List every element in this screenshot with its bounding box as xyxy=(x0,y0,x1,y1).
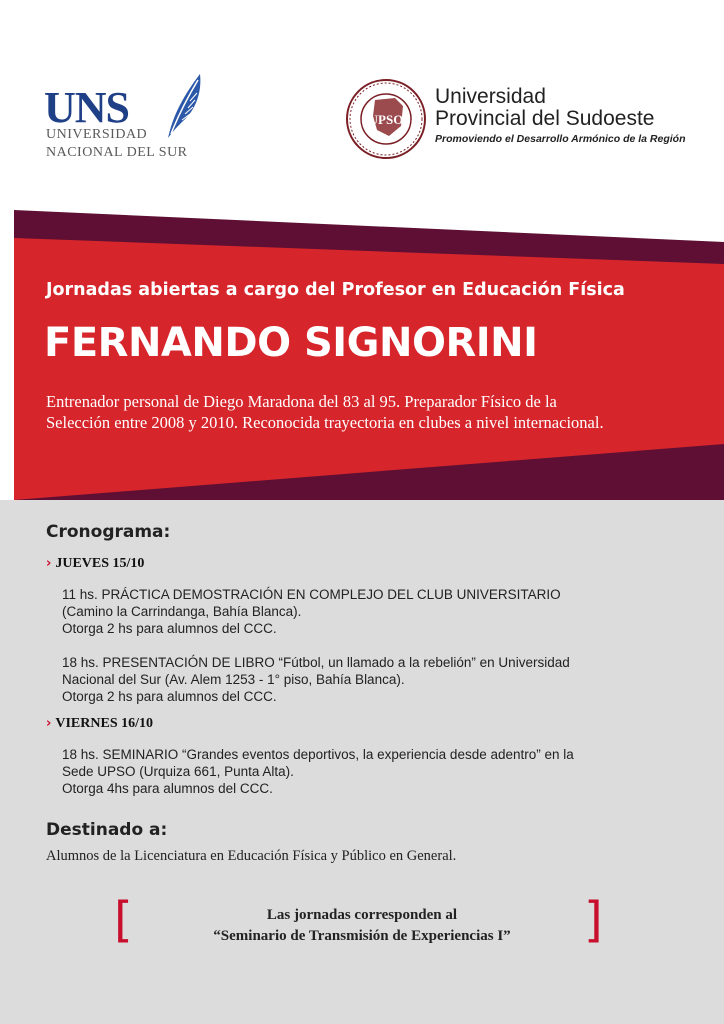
left-bracket-icon: [ xyxy=(114,892,133,948)
event-item xyxy=(62,654,662,705)
upso-seal-initials: UPSO xyxy=(368,112,404,127)
event-line: Nacional del Sur (Av. Alem 1253 - 1° piso, Bahía Blanca). xyxy=(62,672,405,687)
speaker-description xyxy=(46,391,686,433)
description-line: Selección entre 2008 y 2010. Reconocida trayectoria en clubes a nivel internacional. xyxy=(46,413,604,432)
upso-name-line1: Universidad xyxy=(435,85,546,108)
note-line: “Seminario de Transmisión de Experiencias I” xyxy=(213,928,511,944)
note-line: Las jornadas corresponden al xyxy=(266,907,458,923)
chevron-right-icon: › xyxy=(46,716,52,731)
audience-text: Alumnos de la Licenciatura en Educación Física y Público en General. xyxy=(46,848,457,864)
event-item xyxy=(62,746,662,797)
event-line: 18 hs. PRESENTACIÓN DE LIBRO “Fútbol, un llamado a la rebelión” en Universidad xyxy=(62,655,570,670)
event-line: (Camino la Carrindanga, Bahía Blanca). xyxy=(62,604,302,619)
day-label: JUEVES 15/10 xyxy=(55,556,145,571)
uns-name-line1: UNIVERSIDAD xyxy=(46,127,148,142)
uns-acronym: UNS xyxy=(44,83,130,132)
seminar-note xyxy=(150,905,574,947)
day-label: VIERNES 16/10 xyxy=(55,716,153,731)
right-bracket-icon: ] xyxy=(584,892,603,948)
day-heading xyxy=(46,556,144,572)
banner-subtitle: Jornadas abiertas a cargo del Profesor en Educación Física xyxy=(46,280,625,300)
upso-logo-text xyxy=(435,86,705,145)
event-item xyxy=(62,586,662,637)
uns-logo xyxy=(44,70,214,170)
event-line: Otorga 2 hs para alumnos del CCC. xyxy=(62,689,277,704)
audience-title: Destinado a: xyxy=(46,820,168,840)
event-line: Sede UPSO (Urquiza 661, Punta Alta). xyxy=(62,764,294,779)
schedule-title: Cronograma: xyxy=(46,522,171,542)
chevron-right-icon: › xyxy=(46,556,52,571)
event-line: 11 hs. PRÁCTICA DEMOSTRACIÓN EN COMPLEJO DEL CLUB UNIVERSITARIO xyxy=(62,587,561,602)
uns-name-line2: NACIONAL DEL SUR xyxy=(46,145,188,160)
upso-name-line2: Provincial del Sudoeste xyxy=(435,107,655,130)
upso-tagline: Promoviendo el Desarrollo Armónico de la Región xyxy=(435,133,686,145)
event-line: Otorga 2 hs para alumnos del CCC. xyxy=(62,621,277,636)
day-heading xyxy=(46,716,153,732)
circular-seal-icon xyxy=(345,78,427,160)
speaker-name: FERNANDO SIGNORINI xyxy=(44,320,538,366)
description-line: Entrenador personal de Diego Maradona del 83 al 95. Preparador Físico de la xyxy=(46,392,557,411)
event-line: Otorga 4hs para alumnos del CCC. xyxy=(62,781,273,796)
event-line: 18 hs. SEMINARIO “Grandes eventos deportivos, la experiencia desde adentro” en la xyxy=(62,747,574,762)
